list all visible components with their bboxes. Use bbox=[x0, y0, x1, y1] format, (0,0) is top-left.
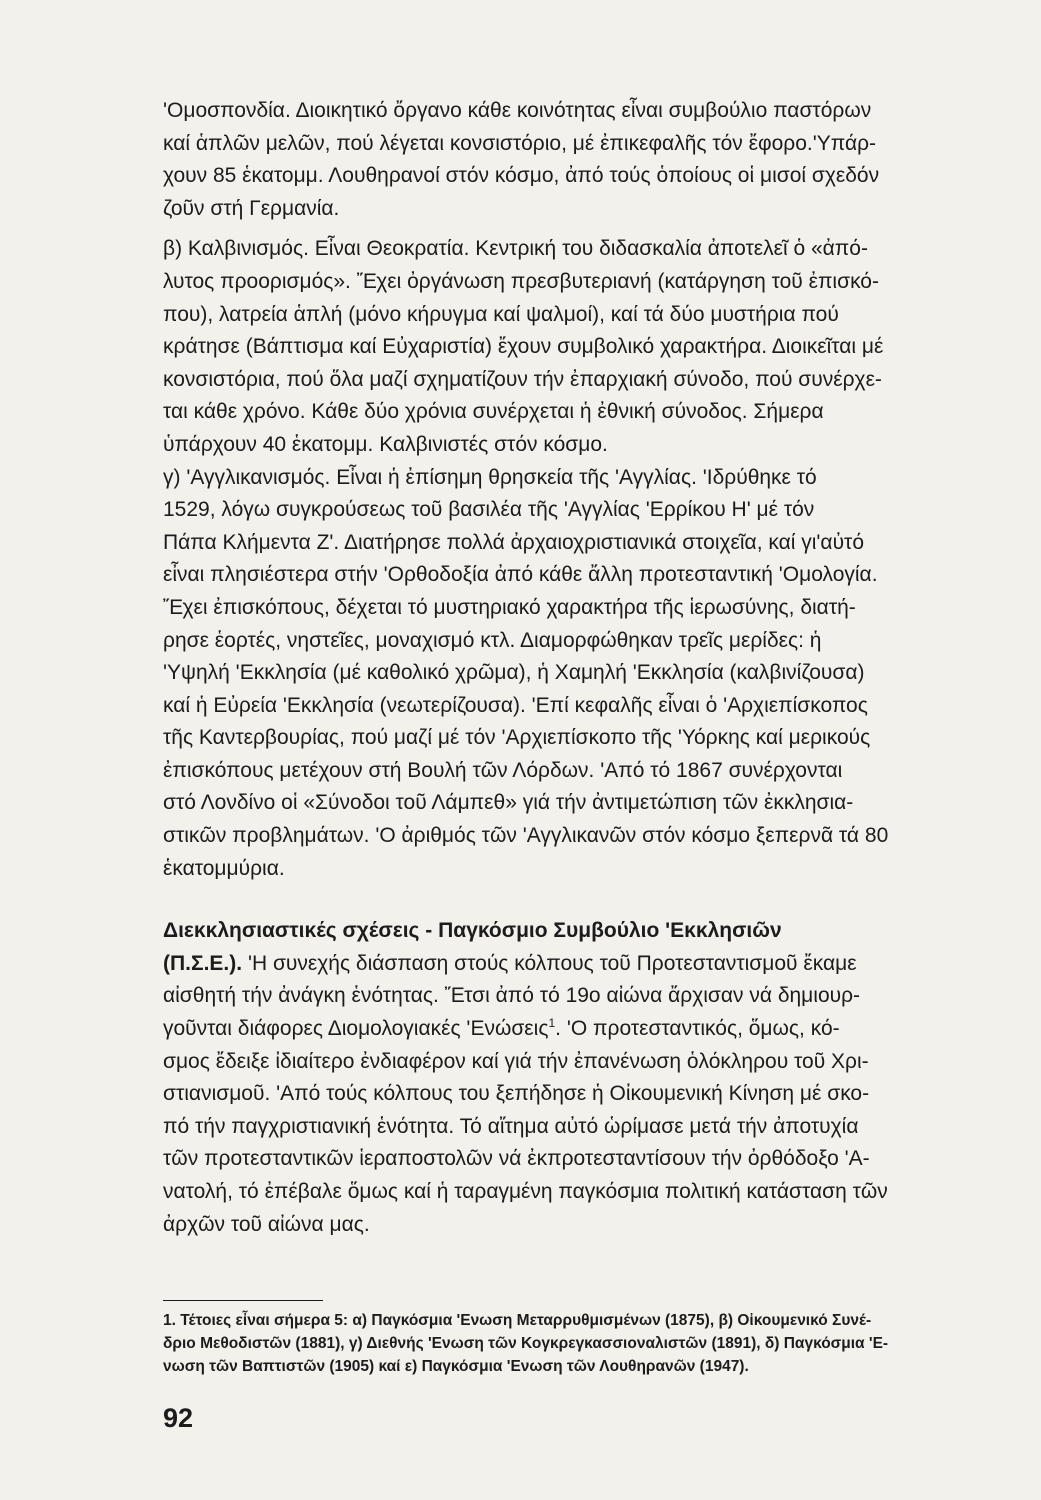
text-line: ζοῦν στή Γερμανία. bbox=[163, 196, 340, 220]
text-line: ται κάθε χρόνο. Κάθε δύο χρόνια συνέρχεται ἡ ἐθνική σύνοδος. Σήμερα bbox=[163, 400, 824, 424]
text-line: καί ἡ Εὐρεία 'Εκκλησία (νεωτερίζουσα). 'Επί κεφαλῆς εἶναι ὁ 'Αρχιεπίσκοπος bbox=[163, 693, 868, 717]
intro-paragraph bbox=[163, 95, 989, 225]
text-line: ἐπισκόπους μετέχουν στή Βουλή τῶν Λόρδων. 'Από τό 1867 συνέρχονται bbox=[163, 758, 843, 782]
text-line: ἀρχῶν τοῦ αἰώνα μας. bbox=[163, 1212, 370, 1236]
text-line: Πάπα Κλήμεντα Ζ'. Διατήρησε πολλά ἀρχαιοχριστιανικά στοιχεῖα, καί γι'αὐτό bbox=[163, 530, 865, 554]
text-line: β) Καλβινισμός. Εἶναι Θεοκρατία. Κεντρική του διδασκαλία ἀποτελεῖ ὁ «ἀπό- bbox=[163, 237, 868, 261]
text-line: ρησε ἑορτές, νηστεῖες, μοναχισμό κτλ. Διαμορφώθηκαν τρεῖς μερίδες: ἡ bbox=[163, 628, 822, 652]
text-line: ὑπάρχουν 40 ἑκατομμ. Καλβινιστές στόν κόσμο. bbox=[163, 432, 608, 456]
text-line: αἰσθητή τήν ἀνάγκη ἑνότητας. Ἔτσι ἀπό τό 19ο αἰώνα ἄρχισαν νά δημιουρ- bbox=[163, 984, 861, 1008]
text-line: πό τήν παγχριστιανική ἑνότητα. Τό αἴτημα αὐτό ὡρίμασε μετά τήν ἀποτυχία bbox=[163, 1114, 859, 1138]
ecumenical-paragraph bbox=[163, 915, 989, 1241]
footnote bbox=[163, 1309, 989, 1378]
text-line: στό Λονδίνο οἱ «Σύνοδοι τοῦ Λάμπεθ» γιά τήν ἀντιμετώπιση τῶν ἐκκλησια- bbox=[163, 791, 854, 815]
text-line: που), λατρεία ἁπλή (μόνο κήρυγμα καί ψαλμοί), καί τά δύο μυστήρια πού bbox=[163, 302, 839, 326]
text-line: λυτος προορισμός». Ἔχει ὀργάνωση πρεσβυτεριανή (κατάργηση τοῦ ἐπισκό- bbox=[163, 269, 879, 293]
text-line: 'Υψηλή 'Εκκλησία (μέ καθολικό χρῶμα), ἡ Χαμηλή 'Εκκλησία (καλβινίζουσα) bbox=[163, 661, 865, 685]
text-fragment: γοῦνται διάφορες Διομολογιακές 'Ενώσεις bbox=[163, 1017, 549, 1041]
page-body bbox=[163, 95, 989, 1241]
text-line bbox=[163, 948, 989, 981]
text-line: στικῶν προβλημάτων. 'Ο ἀριθμός τῶν 'Αγγλικανῶν στόν κόσμο ξεπερνᾶ τά 80 bbox=[163, 824, 889, 848]
section-heading: Διεκκλησιαστικές σχέσεις - Παγκόσμιο Συμβούλιο 'Εκκλησιῶν bbox=[163, 919, 782, 943]
text-fragment: 'Η συνεχής διάσπαση στούς κόλπους τοῦ Προτεσταντισμοῦ ἔκαμε bbox=[242, 951, 857, 975]
text-line bbox=[163, 1013, 989, 1046]
text-line: κράτησε (Βάπτισμα καί Εὐχαριστία) ἔχουν συμβολικό χαρακτήρα. Διοικεῖται μέ bbox=[163, 335, 884, 359]
text-line: 1529, λόγω συγκρούσεως τοῦ βασιλέα τῆς 'Αγγλίας 'Ερρίκου Η' μέ τόν bbox=[163, 498, 815, 522]
calvinism-paragraph bbox=[163, 233, 989, 461]
footnote-line: νωση τῶν Βαπτιστῶν (1905) καί ε) Παγκόσμια 'Ενωση τῶν Λουθηρανῶν (1947). bbox=[163, 1358, 749, 1375]
text-line: σμος ἔδειξε ἰδιαίτερο ἐνδιαφέρον καί γιά τήν ἐπανένωση ὁλόκληρου τοῦ Χρι- bbox=[163, 1049, 869, 1073]
text-line: τῆς Καντερβουρίας, πού μαζί μέ τόν 'Αρχιεπίσκοπο τῆς 'Υόρκης καί μερικούς bbox=[163, 726, 871, 750]
text-line: χουν 85 ἑκατομμ. Λουθηρανοί στόν κόσμο, ἀπό τούς ὁποίους οἱ μισοί σχεδόν bbox=[163, 164, 880, 188]
text-line: τῶν προτεσταντικῶν ἱεραποστολῶν νά ἐκπροτεσταντίσουν τήν ὀρθόδοξο 'Α- bbox=[163, 1147, 870, 1171]
anglicanism-paragraph bbox=[163, 462, 989, 886]
text-line: κονσιστόρια, πού ὅλα μαζί σχηματίζουν τήν ἐπαρχιακή σύνοδο, πού συνέρχε- bbox=[163, 367, 882, 391]
footnote-line: 1. Τέτοιες εἶναι σήμερα 5: α) Παγκόσμια 'Ενωση Μεταρρυθμισμένων (1875), β) Οἰκουμενικό Συνέ- bbox=[163, 1312, 872, 1329]
text-fragment: . 'Ο προτεσταντικός, ὅμως, κό- bbox=[555, 1017, 840, 1041]
text-line: εἶναι πλησιέστερα στήν 'Ορθοδοξία ἀπό κάθε ἄλλη προτεσταντική 'Ομολογία. bbox=[163, 563, 878, 587]
section-heading-abbrev: (Π.Σ.Ε.). bbox=[163, 951, 243, 975]
footnote-reference[interactable]: 1 bbox=[548, 1016, 556, 1031]
text-line: στιανισμοῦ. 'Από τούς κόλπους του ξεπήδησε ἡ Οἰκουμενική Κίνηση μέ σκο- bbox=[163, 1082, 870, 1106]
text-line: καί ἁπλῶν μελῶν, πού λέγεται κονσιστόριο, μέ ἐπικεφαλῆς τόν ἔφορο.'Υπάρ- bbox=[163, 131, 877, 155]
text-line: ἑκατομμύρια. bbox=[163, 856, 285, 880]
text-line: νατολή, τό ἐπέβαλε ὅμως καί ἡ ταραγμένη παγκόσμια πολιτική κατάσταση τῶν bbox=[163, 1180, 888, 1203]
footnote-line: δριο Μεθοδιστῶν (1881), γ) Διεθνής 'Ενωση τῶν Κογκρεγκασσιοναλιστῶν (1891), δ) Παγκόσμια 'Ε- bbox=[163, 1335, 889, 1352]
footnote-divider bbox=[163, 1300, 323, 1301]
text-line: Ἔχει ἐπισκόπους, δέχεται τό μυστηριακό χαρακτήρα τῆς ἱερωσύνης, διατή- bbox=[163, 595, 856, 619]
text-line: 'Ομοσπονδία. Διοικητικό ὄργανο κάθε κοινότητας εἶναι συμβούλιο παστόρων bbox=[163, 99, 872, 122]
text-line: γ) 'Αγγλικανισμός. Εἶναι ἡ ἐπίσημη θρησκεία τῆς 'Αγγλίας. 'Ιδρύθηκε τό bbox=[163, 465, 817, 489]
page-number: 92 bbox=[163, 1403, 194, 1433]
